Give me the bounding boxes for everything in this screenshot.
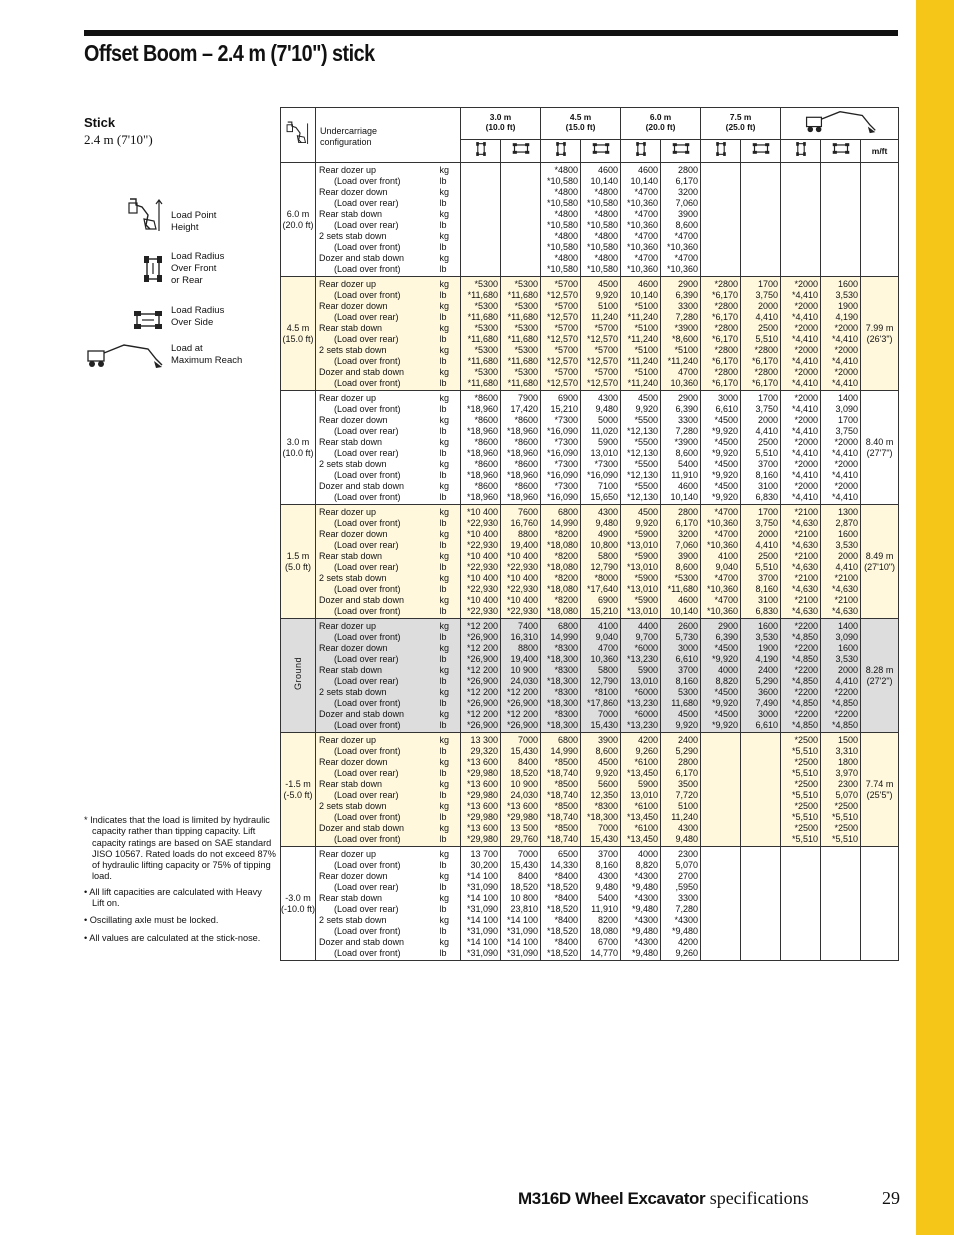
- value-cell: *2000 *4,410 *2000 *4,410 *2000 *4,410 *2000 *4,410 *2000 *4,410: [781, 391, 821, 505]
- value-cell: [741, 163, 781, 277]
- max-reach-icon: [84, 341, 164, 369]
- value-cell: 4500 9,920 5100 11,240 *5700 *12,570 *5700 *12,570 *5700 *12,570: [581, 277, 621, 391]
- legend-label: Load Radius Over Front or Rear: [171, 251, 225, 286]
- value-cell: 1400 3,090 1700 3,750 *2000 *4,410 *2000 *4,410 *2000 *4,410: [821, 391, 861, 505]
- legend-item-radius-side: [84, 305, 280, 345]
- value-cell: 2800 6,170 3200 7,060 3900 8,600 *5300 *11,680 4600 10,140: [661, 505, 701, 619]
- load-radius-front-rear-icon: [795, 141, 807, 157]
- value-cell: 2600 5,730 3000 6,610 3700 8,160 5300 11,680 4500 9,920: [661, 619, 701, 733]
- value-cell: [701, 733, 741, 847]
- max-reach-cell: 8.28 m (27'2"): [861, 619, 899, 733]
- front-rear-icon-cell: [701, 140, 741, 163]
- value-cell: 3000 6,610 *4500 *9,920 *4500 *9,920 *4500 *9,920 *4500 *9,920: [701, 391, 741, 505]
- value-cell: [701, 163, 741, 277]
- value-cell: 4600 10,140 *4800 *10,580 *4800 *10,580 *4800 *10,580 *4800 *10,580: [581, 163, 621, 277]
- page-title: Offset Boom – 2.4 m (7'10") stick: [84, 40, 375, 66]
- table-row: [281, 391, 899, 505]
- value-cell: 7600 16,760 8800 19,400 *10 400 *22,930 *10 400 *22,930 *10 400 *22,930: [501, 505, 541, 619]
- value-cell: *2800 *6,170 *2800 *6,170 *2800 *6,170 *2800 *6,170 *2800 *6,170: [701, 277, 741, 391]
- footer-title: [518, 1188, 809, 1209]
- unit-cell: kg lb kg lb kg lb kg lb kg lb: [434, 847, 461, 961]
- value-cell: 1700 3,750 2000 4,410 2500 5,510 3700 8,160 3100 6,830: [741, 505, 781, 619]
- max-reach-cell: 8.40 m (27'7"): [861, 391, 899, 505]
- height-cell: 3.0 m (10.0 ft): [281, 391, 316, 505]
- value-cell: [741, 847, 781, 961]
- footer-specifications: specifications: [705, 1188, 809, 1208]
- yellow-side-stripe: [916, 0, 954, 1235]
- side-icon-cell: [501, 140, 541, 163]
- value-cell: 6800 14,990 *8500 *18,740 *8500 *18,740 *8500 *18,740 *8500 *18,740: [541, 733, 581, 847]
- value-cell: 4500 9,920 *5500 *12,130 *5500 *12,130 *5500 *12,130 *5500 *12,130: [621, 391, 661, 505]
- value-cell: 6500 14,330 *8400 *18,520 *8400 *18,520 *8400 *18,520 *8400 *18,520: [541, 847, 581, 961]
- top-rule: [84, 30, 898, 36]
- load-radius-front-rear-icon: [142, 254, 164, 284]
- value-cell: [781, 163, 821, 277]
- value-cell: [461, 163, 501, 277]
- table-row: [281, 277, 899, 391]
- value-cell: *8600 *18,960 *8600 *18,960 *8600 *18,960 *8600 *18,960 *8600 *18,960: [461, 391, 501, 505]
- max-reach-cell: 8.49 m (27'10"): [861, 505, 899, 619]
- value-cell: 3900 8,600 4500 9,920 5600 12,350 *8300 *18,300 7000 15,430: [581, 733, 621, 847]
- undercarriage-label: Undercarriage configuration: [316, 108, 461, 163]
- footer-model: M316D Wheel Excavator: [518, 1189, 706, 1208]
- ground-label: Ground: [292, 657, 303, 691]
- notes: [84, 815, 276, 950]
- front-rear-icon-cell: [461, 140, 501, 163]
- config-cell: Rear dozer up (Load over front) Rear dozer down (Load over rear) Rear stab down (Load over rear) 2 sets stab down (Load over front) Dozer and stab down (Load over front): [316, 619, 434, 733]
- value-cell: 13 300 29,320 *13 600 *29,980 *13 600 *29,980 *13 600 *29,980 *13 600 *29,980: [461, 733, 501, 847]
- load-radius-front-rear-icon: [715, 141, 727, 157]
- value-cell: *2500 *5,510 *2500 *5,510 *2500 *5,510 *2500 *5,510 *2500 *5,510: [781, 733, 821, 847]
- value-cell: 4200 9,260 *6100 *13,450 5900 13,010 *6100 *13,450 *6100 *13,450: [621, 733, 661, 847]
- value-cell: 1700 3,750 2000 4,410 2500 5,510 3700 8,160 3100 6,830: [741, 391, 781, 505]
- load-point-height-icon: [126, 195, 164, 235]
- table-row: [281, 733, 899, 847]
- note-stick-nose: • All values are calculated at the stick-nose.: [84, 932, 261, 943]
- height-cell: 1.5 m (5.0 ft): [281, 505, 316, 619]
- value-cell: 2400 5,290 2800 6,170 3500 7,720 5100 11,240 4300 9,480: [661, 733, 701, 847]
- legend-item-load-point-height: [84, 195, 280, 235]
- legend-label: Load Point Height: [171, 210, 217, 233]
- value-cell: 1700 3,750 2000 4,410 2500 5,510 *2800 *6,170 *2800 *6,170: [741, 277, 781, 391]
- value-cell: 6900 15,210 *7300 *16,090 *7300 *16,090 *7300 *16,090 *7300 *16,090: [541, 391, 581, 505]
- front-rear-icon-cell: [781, 140, 821, 163]
- value-cell: *5300 *11,680 *5300 *11,680 *5300 *11,680 *5300 *11,680 *5300 *11,680: [461, 277, 501, 391]
- unit-cell: kg lb kg lb kg lb kg lb kg lb: [434, 619, 461, 733]
- value-cell: 1600 3,530 1900 4,190 *2000 *4,410 *2000 *4,410 *2000 *4,410: [821, 277, 861, 391]
- config-cell: Rear dozer up (Load over front) Rear dozer down (Load over rear) Rear stab down (Load over rear) 2 sets stab down (Load over front) Dozer and stab down (Load over front): [316, 391, 434, 505]
- side-icon-cell: [661, 140, 701, 163]
- max-reach-cell: [861, 847, 899, 961]
- side-icon-cell: [821, 140, 861, 163]
- height-cell: [281, 619, 316, 733]
- stick-value: 2.4 m (7'10"): [84, 132, 153, 147]
- page-number: 29: [882, 1188, 900, 1208]
- radius-header-3m: 3.0 m (10.0 ft): [461, 108, 541, 140]
- stick-label: Stick: [84, 115, 116, 130]
- value-cell: *2000 *4,410 *2000 *4,410 *2000 *4,410 *2000 *4,410 *2000 *4,410: [781, 277, 821, 391]
- value-cell: *5300 *11,680 *5300 *11,680 *5300 *11,680 *5300 *11,680 *5300 *11,680: [501, 277, 541, 391]
- value-cell: [781, 847, 821, 961]
- value-cell: 4300 9,480 5000 11,020 5900 13,010 *7300 *16,090 7100 15,650: [581, 391, 621, 505]
- front-rear-icon-cell: [541, 140, 581, 163]
- height-cell: 6.0 m (20.0 ft): [281, 163, 316, 277]
- value-cell: *5700 *12,570 *5700 *12,570 *5700 *12,570 *5700 *12,570 *5700 *12,570: [541, 277, 581, 391]
- value-cell: 1300 2,870 1600 3,530 2000 4,410 *2100 *4,630 *2100 *4,630: [821, 505, 861, 619]
- note-heavy-lift: • All lift capacities are calculated with Heavy Lift on.: [84, 886, 262, 909]
- unit-cell: kg lb kg lb kg lb kg lb kg lb: [434, 163, 461, 277]
- value-cell: *4800 *10,580 *4800 *10,580 *4800 *10,580 *4800 *10,580 *4800 *10,580: [541, 163, 581, 277]
- load-radius-front-rear-icon: [555, 141, 567, 157]
- side-icon-cell: [581, 140, 621, 163]
- value-cell: 1400 3,090 1600 3,530 2000 4,410 *2200 *4,850 *2200 *4,850: [821, 619, 861, 733]
- load-radius-side-icon: [671, 142, 691, 155]
- value-cell: 2800 6,170 3200 7,060 3900 8,600 *4700 *10,360 *4700 *10,360: [661, 163, 701, 277]
- value-cell: 1500 3,310 1800 3,970 2300 5,070 *2500 *5,510 *2500 *5,510: [821, 733, 861, 847]
- config-cell: Rear dozer up (Load over front) Rear dozer down (Load over rear) Rear stab down (Load over rear) 2 sets stab down (Load over front) Dozer and stab down (Load over front): [316, 505, 434, 619]
- unit-cell: kg lb kg lb kg lb kg lb kg lb: [434, 505, 461, 619]
- value-cell: [821, 847, 861, 961]
- front-rear-icon-cell: [621, 140, 661, 163]
- value-cell: 1600 3,530 1900 4,190 2400 5,290 3600 7,490 3000 6,610: [741, 619, 781, 733]
- value-cell: 7400 16,310 8800 19,400 10 900 24,030 *12 200 *26,900 *12 200 *26,900: [501, 619, 541, 733]
- load-radius-side-icon: [132, 309, 164, 331]
- value-cell: 6800 14,990 *8200 *18,080 *8200 *18,080 *8200 *18,080 *8200 *18,080: [541, 505, 581, 619]
- load-radius-side-icon: [511, 142, 531, 155]
- value-cell: [741, 733, 781, 847]
- height-cell: 4.5 m (15.0 ft): [281, 277, 316, 391]
- value-cell: 4000 8,820 *4300 *9,480 *4300 *9,480 *4300 *9,480 *4300 *9,480: [621, 847, 661, 961]
- value-cell: 4300 9,480 4900 10,800 5800 12,790 *8000 *17,640 6900 15,210: [581, 505, 621, 619]
- value-cell: 2900 6,390 *4500 *9,920 4000 8,820 *4500 *9,920 *4500 *9,920: [701, 619, 741, 733]
- value-cell: 7900 17,420 *8600 *18,960 *8600 *18,960 *8600 *18,960 *8600 *18,960: [501, 391, 541, 505]
- legend-label: Load at Maximum Reach: [171, 343, 243, 366]
- value-cell: 4500 9,920 *5900 *13,010 *5900 *13,010 *5900 *13,010 *5900 *13,010: [621, 505, 661, 619]
- value-cell: 4600 10,140 *5100 *11,240 *5100 *11,240 *5100 *11,240 *5100 *11,240: [621, 277, 661, 391]
- radius-header-4-5m: 4.5 m (15.0 ft): [541, 108, 621, 140]
- legend-label: Load Radius Over Side: [171, 305, 225, 328]
- value-cell: 13 700 30,200 *14 100 *31,090 *14 100 *31,090 *14 100 *31,090 *14 100 *31,090: [461, 847, 501, 961]
- unit-cell: kg lb kg lb kg lb kg lb kg lb: [434, 277, 461, 391]
- config-cell: Rear dozer up (Load over front) Rear dozer down (Load over rear) Rear stab down (Load over rear) 2 sets stab down (Load over front) Dozer and stab down (Load over front): [316, 733, 434, 847]
- legend-item-radius-front: [84, 251, 280, 291]
- value-cell: *12 200 *26,900 *12 200 *26,900 *12 200 *26,900 *12 200 *26,900 *12 200 *26,900: [461, 619, 501, 733]
- value-cell: *2200 *4,850 *2200 *4,850 *2200 *4,850 *2200 *4,850 *2200 *4,850: [781, 619, 821, 733]
- side-icon-cell: [741, 140, 781, 163]
- height-cell: -3.0 m (-10.0 ft): [281, 847, 316, 961]
- max-reach-cell: 7.74 m (25'5"): [861, 733, 899, 847]
- header-height-icon-cell: [281, 108, 316, 163]
- value-cell: *10 400 *22,930 *10 400 *22,930 *10 400 *22,930 *10 400 *22,930 *10 400 *22,930: [461, 505, 501, 619]
- value-cell: 2900 6,390 3300 7,280 *3900 *8,600 *5100 *11,240 4700 10,360: [661, 277, 701, 391]
- value-cell: 3700 8,160 4300 9,480 5400 11,910 8200 18,080 6700 14,770: [581, 847, 621, 961]
- max-reach-icon: [800, 108, 880, 134]
- value-cell: *4700 *10,360 *4700 *10,360 4100 9,040 *4700 *10,360 *4700 *10,360: [701, 505, 741, 619]
- value-cell: [701, 847, 741, 961]
- value-cell: 4400 9,700 *6000 *13,230 5900 13,010 *6000 *13,230 *6000 *13,230: [621, 619, 661, 733]
- value-cell: 4100 9,040 4700 10,360 5800 12,790 *8100 *17,860 7000 15,430: [581, 619, 621, 733]
- load-radius-front-rear-icon: [475, 141, 487, 157]
- value-cell: [501, 163, 541, 277]
- radius-header-6m: 6.0 m (20.0 ft): [621, 108, 701, 140]
- config-cell: Rear dozer up (Load over front) Rear dozer down (Load over rear) Rear stab down (Load over rear) 2 sets stab down (Load over front) Dozer and stab down (Load over front): [316, 277, 434, 391]
- load-radius-front-rear-icon: [635, 141, 647, 157]
- config-cell: Rear dozer up (Load over front) Rear dozer down (Load over rear) Rear stab down (Load over rear) 2 sets stab down (Load over front) Dozer and stab down (Load over front): [316, 847, 434, 961]
- table-row: [281, 505, 899, 619]
- note-hydraulic-capacity: * Indicates that the load is limited by hydraulic capacity rather than tipping capacity. Lift capacity ratings are based on SAE standard JISO 10567. Rated loads do not exceed 87% of hydraulic lifting capacity or 75% of tipping load.: [84, 815, 276, 882]
- value-cell: 7000 15,430 8400 18,520 10 800 23,810 *14 100 *31,090 *14 100 *31,090: [501, 847, 541, 961]
- max-reach-cell: 7.99 m (26'3"): [861, 277, 899, 391]
- load-radius-side-icon: [591, 142, 611, 155]
- lift-capacity-table: [280, 107, 899, 961]
- value-cell: *2100 *4,630 *2100 *4,630 *2100 *4,630 *2100 *4,630 *2100 *4,630: [781, 505, 821, 619]
- height-cell: -1.5 m (-5.0 ft): [281, 733, 316, 847]
- config-cell: Rear dozer up (Load over front) Rear dozer down (Load over rear) Rear stab down (Load over rear) 2 sets stab down (Load over front) Dozer and stab down (Load over front): [316, 163, 434, 277]
- unit-cell: kg lb kg lb kg lb kg lb kg lb: [434, 733, 461, 847]
- table-row: [281, 847, 899, 961]
- value-cell: 2900 6,390 3300 7,280 *3900 8,600 5400 11,910 4600 10,140: [661, 391, 701, 505]
- table-row: [281, 163, 899, 277]
- value-cell: 6800 14,990 *8300 *18,300 *8300 *18,300 *8300 *18,300 *8300 *18,300: [541, 619, 581, 733]
- legend-item-max-reach: [84, 341, 280, 381]
- note-oscillating-axle: • Oscillating axle must be locked.: [84, 915, 219, 926]
- value-cell: [821, 163, 861, 277]
- load-point-height-icon: [285, 116, 311, 150]
- value-cell: 4600 10,140 *4700 *10,360 *4700 *10,360 *4700 *10,360 *4700 *10,360: [621, 163, 661, 277]
- value-cell: 7000 15,430 8400 18,520 10 900 24,030 *13 600 *29,980 13 500 29,760: [501, 733, 541, 847]
- radius-header-7-5m: 7.5 m (25.0 ft): [701, 108, 781, 140]
- value-cell: 2300 5,070 2700 ,5950 3300 7,280 *4300 *9,480 4200 9,260: [661, 847, 701, 961]
- table-row: [281, 619, 899, 733]
- load-radius-side-icon: [751, 142, 771, 155]
- load-radius-side-icon: [831, 142, 851, 155]
- max-reach-cell: [861, 163, 899, 277]
- mft-header: m/ft: [861, 140, 899, 163]
- max-reach-header-cell: [781, 108, 899, 140]
- unit-cell: kg lb kg lb kg lb kg lb kg lb: [434, 391, 461, 505]
